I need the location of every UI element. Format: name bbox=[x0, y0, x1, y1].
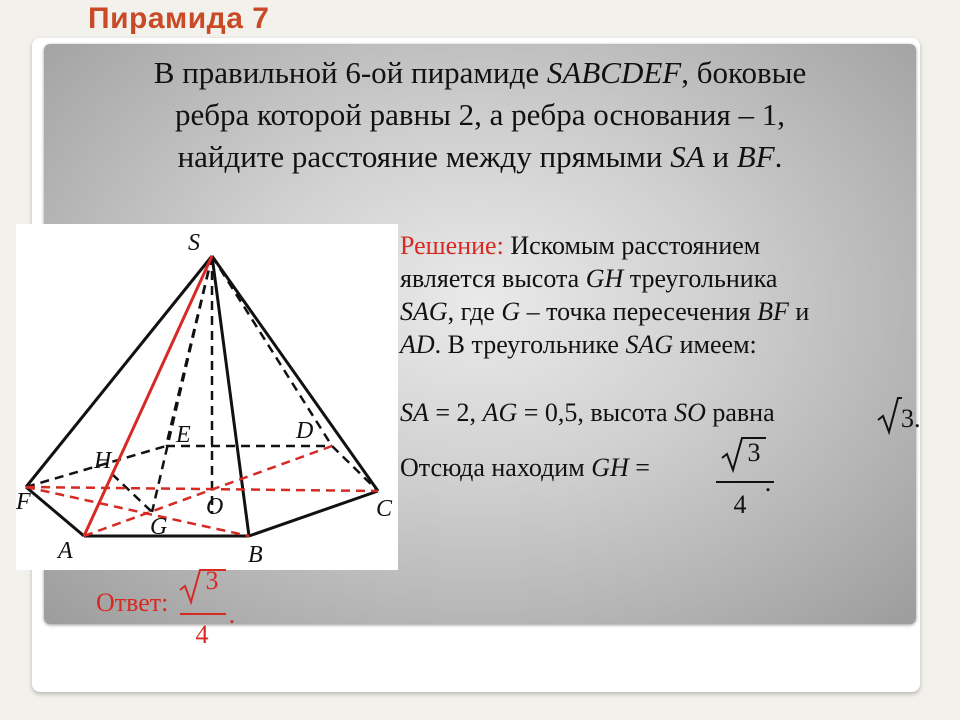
line-name: BF bbox=[736, 139, 775, 174]
problem-text: и bbox=[704, 139, 737, 174]
vertex-label-S: S bbox=[188, 230, 200, 256]
edge-BC bbox=[249, 491, 378, 536]
problem-text: , боковые bbox=[681, 55, 807, 90]
point-label-G: G bbox=[150, 514, 168, 540]
solution-text: = 2, bbox=[428, 398, 483, 427]
vertex-label-A: A bbox=[58, 538, 73, 564]
solution-text: и bbox=[788, 297, 810, 326]
edge-FA bbox=[26, 487, 84, 536]
period: . bbox=[914, 404, 921, 433]
triangle-name: SAG bbox=[625, 330, 674, 359]
solution-label: Решение: bbox=[400, 231, 504, 260]
gh-denominator: 4 bbox=[733, 490, 747, 519]
segment-name: GH bbox=[591, 453, 629, 482]
pyramid-name: SABCDEF bbox=[546, 55, 682, 90]
diagonal-AD bbox=[84, 446, 332, 536]
center-label-O: O bbox=[206, 494, 224, 520]
solution-line-2 bbox=[400, 262, 920, 295]
vertex-label-F: F bbox=[16, 489, 31, 515]
solution-line-1 bbox=[400, 229, 920, 262]
solution-text: Искомым расстоянием bbox=[503, 231, 761, 260]
line-name: SA bbox=[670, 139, 705, 174]
answer-denominator: 4 bbox=[195, 620, 209, 649]
vertex-label-E: E bbox=[176, 422, 191, 448]
solution-text: = 0,5, высота bbox=[517, 398, 675, 427]
edge-SA bbox=[84, 256, 212, 536]
slide-title: Пирамида 7 bbox=[88, 2, 270, 35]
diagonal-FC bbox=[26, 487, 378, 491]
pyramid-diagram bbox=[16, 224, 398, 570]
gh-period: . bbox=[764, 468, 772, 497]
edge-DC bbox=[332, 446, 378, 491]
answer-label: Ответ: bbox=[96, 588, 169, 617]
pyramid-svg bbox=[16, 224, 398, 570]
vertex-label-D: D bbox=[296, 418, 314, 444]
gh-numerator: 3 bbox=[747, 438, 761, 467]
point-name: G bbox=[501, 297, 521, 326]
sqrt-radicand bbox=[901, 402, 941, 435]
solution-text: равна bbox=[705, 398, 775, 427]
problem-text: найдите расстояние между прямыми bbox=[177, 139, 671, 174]
segment-name: BF bbox=[757, 297, 789, 326]
segment-name: AG bbox=[482, 398, 518, 427]
solution-text: является высота bbox=[400, 264, 586, 293]
segment-name: GH bbox=[585, 264, 624, 293]
solution-text: имеем: bbox=[673, 330, 757, 359]
edge-SF bbox=[26, 256, 212, 487]
sqrt-sign-icon bbox=[876, 396, 902, 436]
problem-text: ребра которой равны 2, а ребра основания – 1, bbox=[174, 97, 785, 132]
solution-text: треугольника bbox=[623, 264, 778, 293]
vertex-label-B: B bbox=[248, 542, 263, 568]
segment-name: AD bbox=[400, 330, 435, 359]
segment-name: SO bbox=[674, 398, 706, 427]
problem-statement bbox=[60, 52, 900, 178]
solution-text: = bbox=[628, 453, 650, 482]
answer-numerator: 3 bbox=[205, 566, 219, 595]
solution-line-3 bbox=[400, 295, 920, 328]
solution-line-6 bbox=[400, 451, 920, 484]
problem-text: . bbox=[774, 139, 783, 174]
problem-text: В правильной 6-ой пирамиде bbox=[153, 55, 547, 90]
triangle-name: SAG bbox=[400, 297, 448, 326]
solution-text: . В треугольнике bbox=[434, 330, 626, 359]
radicand: 3 bbox=[901, 404, 914, 433]
segment-name: SA bbox=[400, 398, 429, 427]
point-label-H: H bbox=[94, 448, 112, 474]
vertex-label-C: C bbox=[376, 496, 393, 522]
solution-line-5 bbox=[400, 396, 920, 429]
answer-period: . bbox=[228, 600, 236, 629]
solution-line-4 bbox=[400, 328, 920, 361]
solution-text: , где bbox=[447, 297, 502, 326]
solution-text: – точка пересечения bbox=[520, 297, 758, 326]
solution-text: Отсюда находим bbox=[400, 453, 592, 482]
edge-SD bbox=[212, 256, 332, 446]
